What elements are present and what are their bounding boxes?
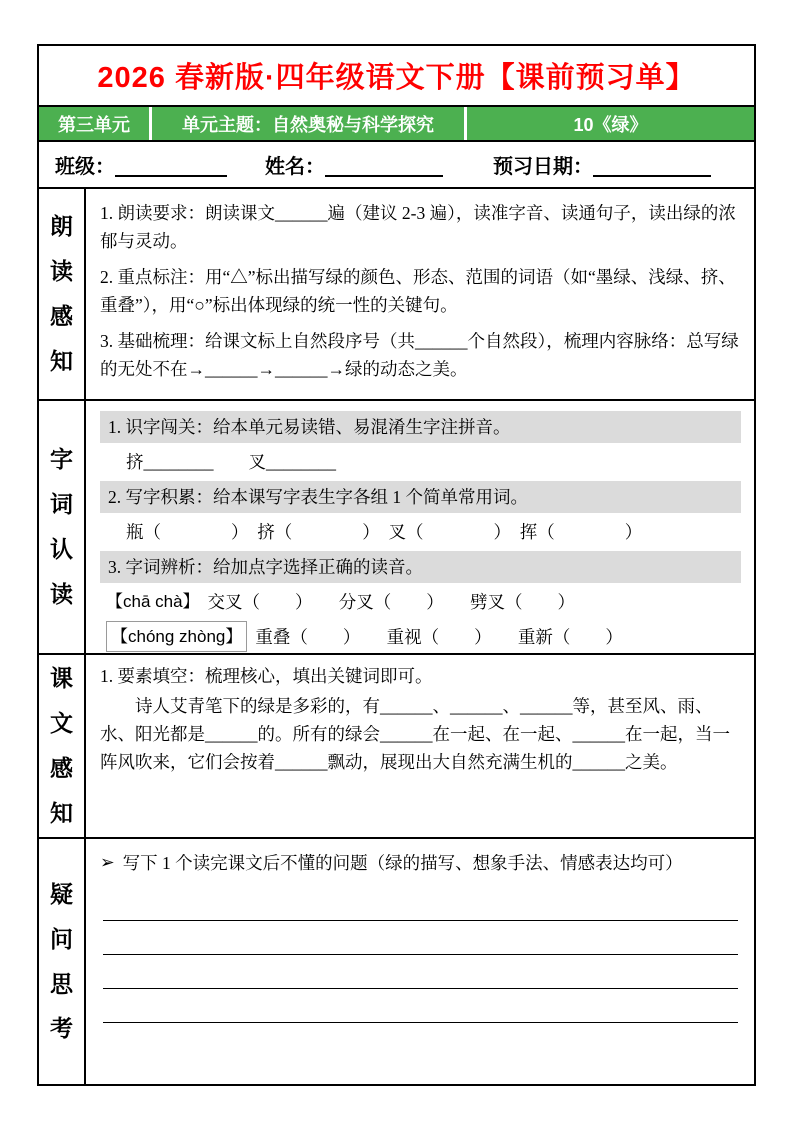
text-item-heading: 1. 要素填空：梳理核心，填出关键词即可。	[100, 666, 433, 686]
class-blank-line	[115, 153, 227, 177]
name-label: 姓名：	[265, 156, 325, 178]
section-words-content	[86, 401, 754, 653]
answer-line	[103, 921, 738, 955]
question-prompt: 写下 1 个读完课文后不懂的问题（绿的描写、想象手法、情感表达均可）	[122, 853, 683, 873]
section-words	[39, 401, 754, 655]
words-item-2-heading: 2. 写字积累：给本课写字表生字各组 1 个简单常用词。	[100, 481, 741, 513]
section-reading-label: 朗读感知	[50, 213, 73, 374]
pronunciation-options-2: 重叠（ ） 重视（ ） 重新（ ）	[255, 626, 623, 647]
worksheet-sheet	[37, 44, 756, 1086]
answer-line	[103, 887, 738, 921]
section-question-label-cell	[39, 839, 86, 1084]
section-text	[39, 655, 754, 839]
lesson-title-label: 10《绿》	[467, 107, 754, 140]
arrow-bullet-icon: ➢	[100, 853, 115, 873]
section-words-label: 字词认读	[50, 446, 73, 607]
pinyin-bracket-cha: 【chā chà】	[106, 592, 200, 612]
words-item-1-heading: 1. 识字闯关：给本单元易读错、易混淆生字注拼音。	[100, 411, 741, 443]
fill-in-paragraph: 诗人艾青笔下的绿是多彩的，有______、______、______等，甚至风、雨、水、阳光都是______的。所有的绿会______在一起、在一起、______在一起，当一阵风吹来，它们会按着______飘动，展现出大自然充满生机的______之美。	[100, 696, 730, 772]
section-text-label: 课文感知	[50, 665, 73, 826]
question-prompt-row	[100, 849, 741, 877]
name-blank-line	[325, 153, 443, 177]
date-blank-line	[593, 153, 711, 177]
unit-label: 第三单元	[39, 107, 149, 140]
word-group-answer-line: 瓶（ ） 挤（ ） 叉（ ） 挥（ ）	[126, 522, 643, 542]
pinyin-answer-line: 挤________ 叉________	[126, 452, 336, 472]
class-label: 班级：	[55, 156, 115, 178]
pinyin-bracket-chong: 【chóng zhòng】	[106, 621, 247, 652]
reading-item-1: 1. 朗读要求：朗读课文______遍（建议 2-3 遍），读准字音、读通句子，读出绿的浓郁与灵动。	[100, 203, 736, 251]
answer-line	[103, 989, 738, 1023]
section-question-content	[86, 839, 754, 1084]
answer-line	[103, 955, 738, 989]
section-reading-label-cell	[39, 189, 86, 399]
section-reading	[39, 189, 754, 401]
pronunciation-line-1	[100, 588, 741, 616]
student-info-row	[39, 142, 754, 189]
reading-item-2: 2. 重点标注：用“△”标出描写绿的颜色、形态、范围的词语（如“墨绿、浅绿、挤、重叠”），用“○”标出体现绿的统一性的关键句。	[100, 267, 736, 315]
section-text-content	[86, 655, 754, 837]
section-question-label: 疑问思考	[50, 880, 73, 1042]
title-block	[39, 46, 754, 107]
section-question	[39, 839, 754, 1084]
unit-theme-label: 单元主题：自然奥秘与科学探究	[152, 107, 464, 140]
reading-item-3: 3. 基础梳理：给课文标上自然段序号（共______个自然段），梳理内容脉络：总写绿的无处不在→______→______→绿的动态之美。	[100, 331, 739, 379]
page-title: 2026 春新版·四年级语文下册【课前预习单】	[97, 62, 696, 94]
date-label: 预习日期：	[493, 156, 593, 178]
section-text-label-cell	[39, 655, 86, 837]
pronunciation-line-2	[100, 621, 741, 652]
unit-header-bar	[39, 107, 754, 142]
words-item-3-heading: 3. 字词辨析：给加点字选择正确的读音。	[100, 551, 741, 583]
pronunciation-options-1: 交叉（ ） 分叉（ ） 劈叉（ ）	[207, 592, 576, 612]
section-words-label-cell	[39, 401, 86, 653]
section-reading-content	[86, 189, 754, 399]
